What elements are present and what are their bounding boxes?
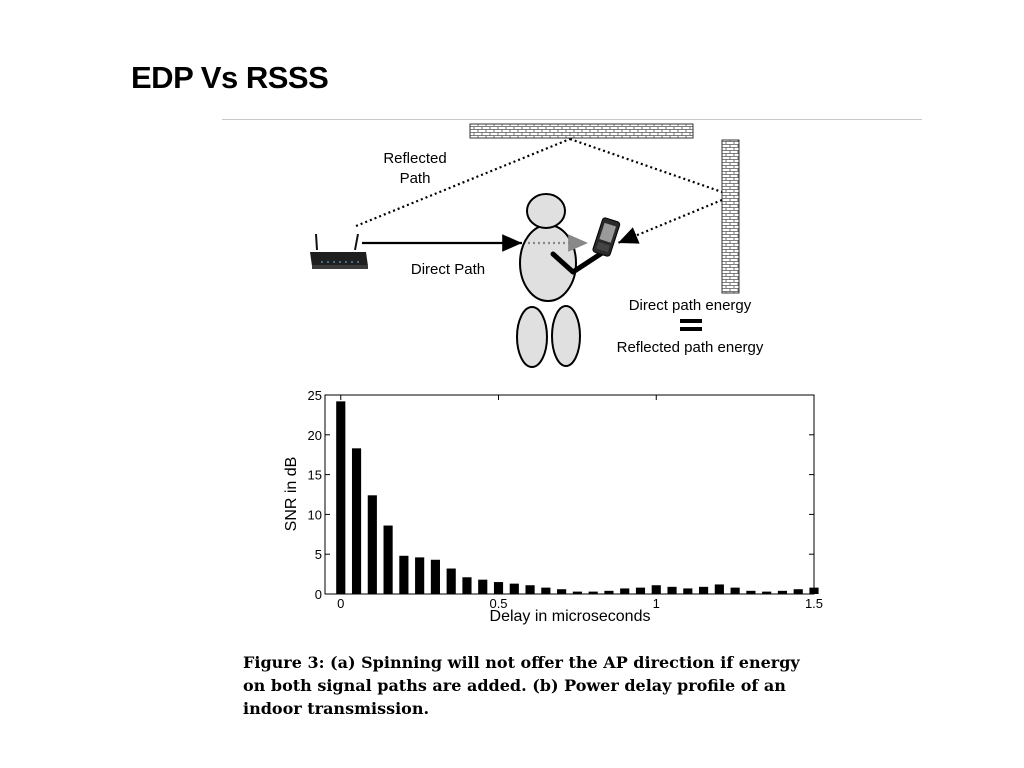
bar xyxy=(573,592,582,594)
direct-energy-label: Direct path energy xyxy=(628,297,752,314)
y-tick-label: 0 xyxy=(314,587,322,602)
bar xyxy=(510,584,519,594)
bar xyxy=(336,401,345,594)
y-tick-label: 15 xyxy=(307,467,322,483)
bar xyxy=(447,569,456,594)
bar xyxy=(636,588,645,594)
bar xyxy=(352,448,361,594)
bar xyxy=(778,591,787,594)
reflected-energy-label: Reflected path energy xyxy=(616,339,764,356)
x-tick-label: 1.5 xyxy=(804,596,824,611)
bar xyxy=(431,560,440,594)
bar xyxy=(731,588,740,594)
bar xyxy=(557,589,566,594)
bar xyxy=(699,587,708,594)
bar xyxy=(384,526,393,594)
x-tick-label: 1 xyxy=(652,596,660,611)
bar xyxy=(541,588,550,594)
x-tick-label: 0.5 xyxy=(489,596,508,611)
x-axis-label: Delay in microseconds xyxy=(489,608,651,625)
x-tick-label: 0 xyxy=(337,596,345,611)
y-tick-label: 25 xyxy=(307,388,322,403)
bar xyxy=(589,592,598,594)
bar xyxy=(762,592,771,594)
plot-frame xyxy=(325,395,814,594)
bar xyxy=(667,587,676,594)
y-axis-label: SNR in dB xyxy=(283,456,300,532)
bar xyxy=(620,588,629,594)
y-tick-label: 10 xyxy=(307,507,322,523)
caption-line-1: Figure 3: (a) Spinning will not offer the AP direction if energy xyxy=(243,653,800,672)
bar xyxy=(794,589,803,594)
bar-series xyxy=(336,401,818,594)
y-axis-ticks xyxy=(308,388,814,602)
y-tick-label: 5 xyxy=(314,547,322,563)
bar xyxy=(368,495,377,594)
caption-line-2: on both signal paths are added. (b) Power delay profile of an xyxy=(243,676,786,695)
bar xyxy=(525,585,534,594)
bar xyxy=(604,591,613,594)
slide-title: EDP Vs RSSS xyxy=(131,60,329,95)
y-tick-label: 20 xyxy=(307,427,322,443)
figure-caption xyxy=(243,651,883,720)
bar xyxy=(462,577,471,594)
bar xyxy=(746,591,755,594)
reflected-path-label-line2: Path xyxy=(399,170,431,187)
direct-path-label: Direct Path xyxy=(410,261,486,278)
bar xyxy=(715,584,724,594)
bar xyxy=(415,557,424,594)
bar xyxy=(683,588,692,594)
reflected-path-label-line1: Reflected xyxy=(383,150,447,167)
bar xyxy=(478,580,487,594)
x-axis-ticks xyxy=(337,395,823,611)
caption-line-3: indoor transmission. xyxy=(243,699,430,718)
bar xyxy=(399,556,408,594)
